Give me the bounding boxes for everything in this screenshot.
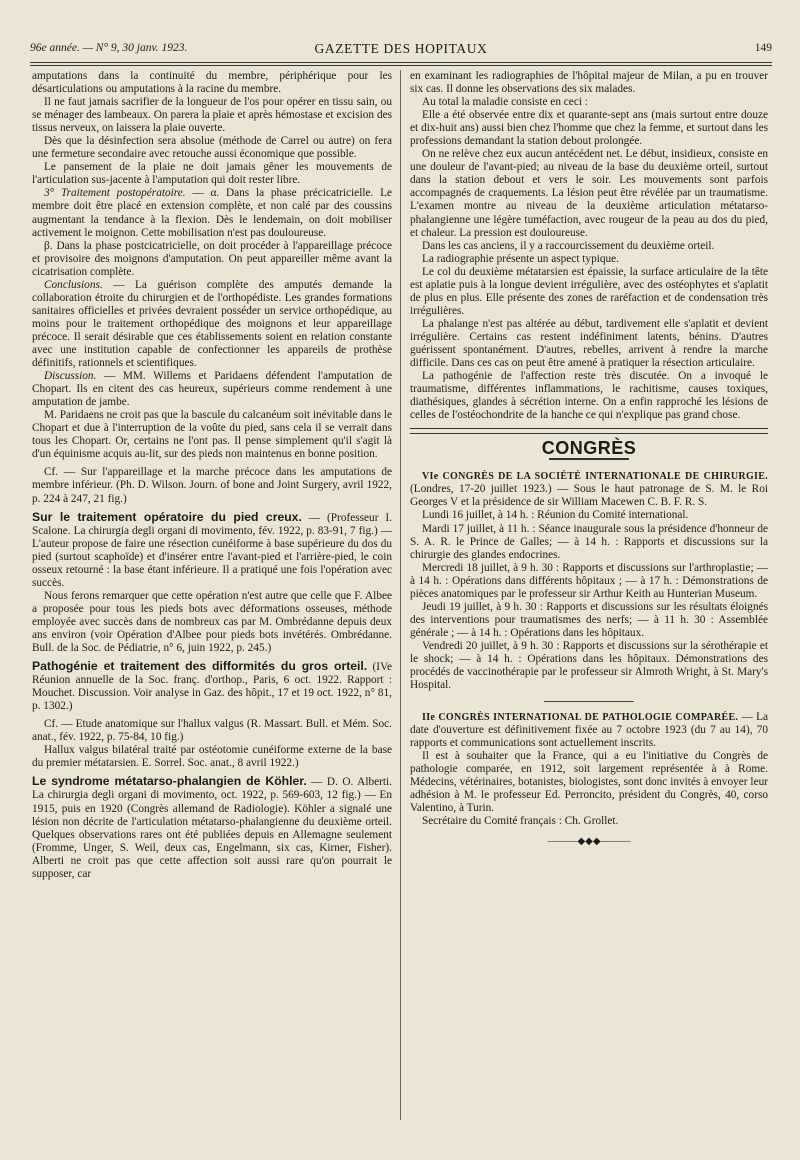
left_column-paragraph bbox=[32, 511, 392, 590]
paragraph-text: Le pansement de la plaie ne doit jamais gêner les mouvements de l'articulation sus-jacente à l'amputation qui doit rester libre. bbox=[32, 161, 392, 187]
subsection-lead: Conclusions. bbox=[44, 278, 103, 291]
congres-name: IIe CONGRÈS INTERNATIONAL DE PATHOLOGIE COMPARÉE. bbox=[422, 712, 739, 724]
end-ornament: ———◆◆◆——— bbox=[547, 835, 631, 847]
left_column-paragraph bbox=[32, 370, 392, 409]
right_column_top-paragraph bbox=[410, 70, 768, 96]
left_column-paragraph bbox=[32, 775, 392, 880]
congres-paragraph: Jeudi 19 juillet, à 9 h. 30 : Rapports et discussions sur les résultats éloignés des interventions pour traumatismes des nerfs; — à 11 h. 30 : Assemblée générale ; — à 14 h. : Opérations dans les hôpitaux. bbox=[410, 600, 768, 639]
left_column-paragraph bbox=[32, 187, 392, 239]
congres-paragraph: Mercredi 18 juillet, à 9 h. 30 : Rapports et discussions sur l'arthroplastie; — à 14 h. : Opérations dans différents hôpitaux ; — à 17 h. : Démonstrations de pièces anatomiques par le professeur sir Arthur Keith au Hunterian Museum. bbox=[410, 561, 768, 600]
article-title: Sur le traitement opératoire du pied creux. bbox=[32, 509, 302, 524]
article-title: Le syndrome métatarso-phalangien de Köhler. bbox=[32, 774, 307, 789]
paragraph-text: — La guérison complète des amputés demande la collaboration étroite du chirurgien et de l'orthopédiste. Les grandes formations sanitaires officielles et privées devraient posséder un service orthopédique, au moins pour le traitement orthopédique des moignons et leur appareillage précoce. Il serait désirable que ces établissements soient en relation constante avec une institution capable de confectionner les appareils de prothèse définitifs, rationnels et scientifiques. bbox=[32, 278, 392, 370]
paragraph-text: La phalange n'est pas altérée au début, tardivement elle s'aplatit et devient irrégulière. Certains cas restent indéfiniment latents, bénins. D'autres guérissent spontanément. D'autres, rebelles, arrivent à rendre la marche difficile. Dans ces cas on peut être amené à pratiquer la résection articulaire. bbox=[410, 317, 768, 370]
congres-entry bbox=[410, 470, 768, 509]
right_column_top-paragraph bbox=[410, 318, 768, 370]
left-column bbox=[32, 70, 392, 881]
subsection-lead: 3° Traitement postopératoire. bbox=[44, 187, 186, 200]
paragraph-text: — MM. Willems et Paridaens défendent l'amputation de Chopart. Ils en citent des cas heureux, supérieurs comme rendement à une amputation de jambe. bbox=[32, 370, 392, 409]
journal-title: GAZETTE DES HOPITAUX bbox=[314, 41, 488, 56]
congres-paragraph: Il est à souhaiter que la France, qui a eu l'initiative du Congrès de pathologie comparée, en 1912, soit largement représentée à à Rome. Médecins, vétérinaires, botanistes, biologistes, sont donc invités à envoyer leur adhésion à M. le professeur Ed. Perroncito, président du Congrès, 40, corso Valentino, à Turin. bbox=[410, 750, 768, 815]
left_column-paragraph bbox=[32, 96, 392, 135]
left_column-paragraph bbox=[32, 161, 392, 187]
issue-info: 96e année. — N° 9, 30 janv. 1923. bbox=[30, 42, 188, 54]
paragraph-text: — D. O. Alberti. La chirurgia degli organi di movimento, oct. 1922, p. 569-603, 12 fig.) — En 1915, puis en 1920 (Congrès allemand de Radiologie). Köhler a signalé une lésion non décrite de l'articulation métatarso-phalangienne du deuxième orteil. Quelques observations rares ont été publiées depuis en Allemagne seulement (Fromme, Unger, S. Weil, deux cas, Engelmann, six cas, Kirner, Fisher). Alberti ne croit pas que cette affection soit aussi rare qu'on pourrait le supposer, car bbox=[32, 776, 392, 880]
left_column-paragraph bbox=[32, 135, 392, 161]
header-rule bbox=[30, 62, 772, 66]
paragraph-text: M. Paridaens ne croit pas que la bascule du calcanéum soit inévitable dans le Chopart et due à l'interruption de la voûte du pied, sans cela il se verrait dans tous les Chopart. Or, certains ne l'ont pas. Il pense simplement qu'il s'agit là d'un équinisme acquis au-lit, sur des pieds non maintenus en bonne position. bbox=[32, 409, 392, 461]
paragraph-text: Elle a été observée entre dix et quarante-sept ans (mais surtout entre douze et dix-huit ans) aussi bien chez l'homme que chez la femme, et surtout dans les professions demandant la station debout prolongée. bbox=[410, 109, 768, 148]
congres-name: VIe CONGRÈS DE LA SOCIÉTÉ INTERNATIONALE DE CHIRURGIE. bbox=[422, 471, 768, 483]
right_column_top-paragraph bbox=[410, 96, 768, 109]
paragraph-text: La radiographie présente un aspect typique. bbox=[422, 252, 619, 265]
kohler-continuation bbox=[410, 70, 768, 422]
paragraph-text: La pathogénie de l'affection reste très discutée. On a invoqué le traumatisme, différentes inflammations, le rachitisme, causes toxiques, diathésiques, glandes à sécrétion interne. On a enfin rapproché les lésions de celles de l'ostéochondrite de la hanche ce qui n'explique pas grand chose. bbox=[410, 370, 768, 422]
left_column-paragraph bbox=[32, 744, 392, 770]
paragraph-text: (IVe Réunion annuelle de la Soc. franç. d'orthop., Paris, 6 oct. 1922. Rapport : Mouchet. Discussion. Voir analyse in Gaz. des hôpit., 17 et 19 oct. 1922, n° 81, p. 1302.) bbox=[32, 661, 392, 713]
paragraph-text: Cf. — Sur l'appareillage et la marche précoce dans les amputations de membre inférieur. (Ph. D. Wilson. Journ. of bone and Joint Surgery, avril 1922, p. 224 à 247, 21 fig.) bbox=[32, 466, 392, 505]
paragraph-text: en examinant les radiographies de l'hôpital majeur de Milan, a pu en trouver six cas. Il donne les observations des six malades. bbox=[410, 70, 768, 96]
paragraph-text: Le col du deuxième métatarsien est épaissie, la surface articulaire de la tête est aplatie puis à la longue devient irrégulière, avec des ostéophytes et s'aplatit de plus en plus. Elle présente des zones de raréfaction et de condensation très irrégulières. bbox=[410, 265, 768, 317]
article-title: Pathogénie et traitement des difformités du gros orteil. bbox=[32, 659, 368, 674]
paragraph-text: Nous ferons remarquer que cette opération n'est autre que celle que F. Albee a proposée pour tous les pieds bots avec déformations osseuses, méthode employée avec succès dans de nombreux cas par M. Ombrédanne depuis deux ans environ (voir Opération d'Albee pour pieds bots invétérés. Ombrédanne. Bull. de la Soc. de Pédiatrie, n° 6, juin 1922, p. 245.) bbox=[32, 589, 392, 655]
paragraph-text: Hallux valgus bilatéral traité par ostéotomie cunéiforme externe de la base du premier métatarsien. E. Sorrel. Soc. anat., 8 avril 1922.) bbox=[32, 744, 392, 770]
congres-entry bbox=[410, 711, 768, 750]
left_column-paragraph bbox=[32, 279, 392, 370]
left_column-paragraph bbox=[32, 466, 392, 505]
right_column_top-paragraph bbox=[410, 266, 768, 318]
congres-separator bbox=[544, 701, 634, 702]
right_column_top-paragraph bbox=[410, 148, 768, 239]
paragraph-text: — (Professeur I. Scalone. La chirurgia degli organi di movimento, fév. 1922, p. 83-91, 7 fig.) — L'auteur propose de faire une résection cunéiforme à base supérieure du dos du pied (surtout scaphoïde) et d'insérer entre l'avant-pied et l'arrière-pied, le coin osseux retourné : la base étant inférieure. Il a pratiqué une fois l'opération avec succès. bbox=[32, 511, 392, 589]
column-divider bbox=[400, 70, 401, 1120]
running-header bbox=[30, 38, 772, 60]
subsection-lead: Discussion. bbox=[44, 370, 97, 383]
left_column-paragraph bbox=[32, 718, 392, 744]
paragraph-text: amputations dans la continuité du membre, périphérique pour les désarticulations ou amputations à la racine du membre. bbox=[32, 70, 392, 96]
left_column-paragraph bbox=[32, 240, 392, 279]
congres-paragraph: Mardi 17 juillet, à 11 h. : Séance inaugurale sous la présidence d'honneur de S. A. R. le Prince de Galles; — à 14 h. : Rapports et discussions sur la chirurgie des glandes endocrines. bbox=[410, 522, 768, 561]
right_column_top-paragraph bbox=[410, 240, 768, 253]
left_column-paragraph bbox=[32, 409, 392, 461]
congres-paragraph: Secrétaire du Comité français : Ch. Grollet. bbox=[422, 815, 619, 828]
section-rule bbox=[410, 428, 768, 434]
right_column_top-paragraph bbox=[410, 370, 768, 422]
page-number: 149 bbox=[754, 42, 772, 54]
congres-paragraph: Vendredi 20 juillet, à 9 h. 30 : Rapports et discussions sur la sérothérapie et le shock; — à 14 h. : Opérations dans les hôpitaux. Démonstrations des procédés de vaccinothérapie par le professeur sir Almroth Wright, à St. Mary's Hospital. bbox=[410, 639, 768, 692]
left_column-paragraph bbox=[32, 660, 392, 713]
paragraph-text: Dans les cas anciens, il y a raccourcissement du deuxième orteil. bbox=[422, 239, 715, 252]
paragraph-text: — α. Dans la phase précicatricielle. Le membre doit être placé en extension complète, et non calé par des coussins augmentant la tendance à la flexion. Dès le lendemain, on doit mobiliser activement le moignon. Cette mobilisation n'est pas douloureuse. bbox=[32, 187, 392, 239]
congres-paragraph: Lundi 16 juillet, à 14 h. : Réunion du Comité international. bbox=[422, 509, 689, 522]
congres-intro: — La date d'ouverture est définitivement fixée au 7 octobre 1923 (du 7 au 14), 70 rapports et communications sont actuellement inscrits. bbox=[410, 711, 768, 750]
congres-sections bbox=[410, 470, 768, 828]
paragraph-text: Cf. — Etude anatomique sur l'hallux valgus (R. Massart. Bull. et Mém. Soc. anat., fév. 1922, p. 75-84, 10 fig.) bbox=[32, 718, 392, 744]
paragraph-text: Il ne faut jamais sacrifier de la longueur de l'os pour opérer en tissu sain, ou se ménager des lambeaux. On parera la plaie et après hémostase et excision des tissus nerveux, on laissera la plaie ouverte. bbox=[32, 96, 392, 135]
right-column bbox=[410, 70, 768, 848]
paragraph-text: Au total la maladie consiste en ceci : bbox=[422, 96, 588, 109]
paragraph-text: Dès que la désinfection sera absolue (méthode de Carrel ou autre) on fera une fermeture secondaire avec retouche aussi économique que possible. bbox=[32, 135, 392, 161]
congres-intro: (Londres, 17-20 juillet 1923.) — Sous le haut patronage de S. M. le Roi Georges V et la présidence de sir William Macewen C. B. F. R. S. bbox=[410, 483, 768, 509]
paragraph-text: On ne relève chez eux aucun antécédent net. Le début, insidieux, consiste en une douleur de l'avant-pied; au niveau de la base du deuxième orteil, surtout dans la station debout et vers le soir. Les mouvements sont parfois accompagnés de craquements. La lésion peut être révélée par un traumatisme. L'examen montre au niveau de la deuxième articulation métatarso-phalangienne une légère tuméfaction, avec rougeur de la peau au dos du pied, et chaleur. La pression est douloureuse. bbox=[410, 148, 768, 239]
right_column_top-paragraph bbox=[410, 253, 768, 266]
left_column-paragraph bbox=[32, 590, 392, 655]
left_column-paragraph bbox=[32, 70, 392, 96]
congres-heading: CONGRÈS bbox=[410, 442, 768, 460]
right_column_top-paragraph bbox=[410, 109, 768, 148]
paragraph-text: β. Dans la phase postcicatricielle, on doit procéder à l'appareillage précoce et provisoire des moignons d'amputation. On peut appareiller même avant la cicatrisation complète. bbox=[32, 239, 392, 278]
